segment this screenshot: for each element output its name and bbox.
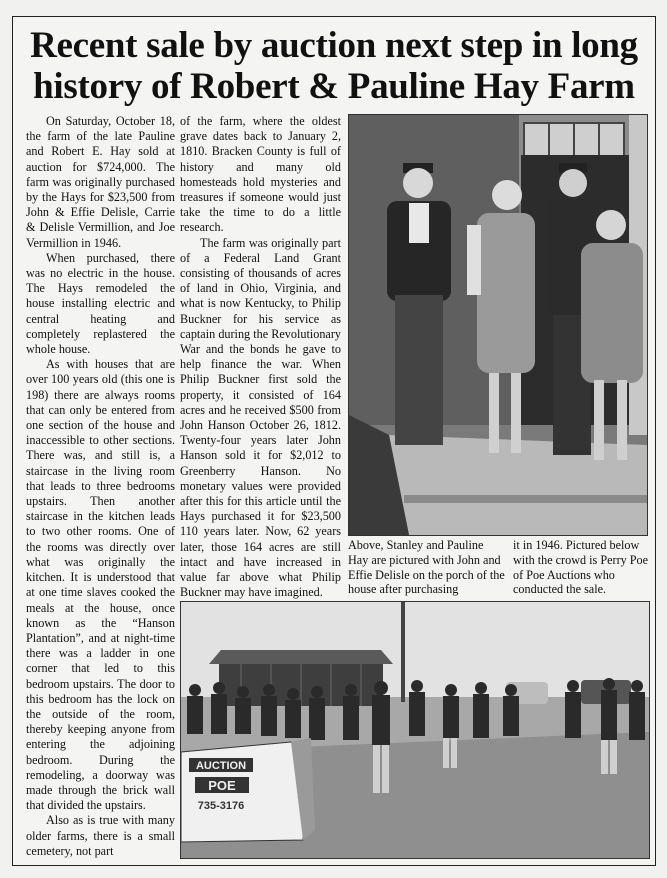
paragraph: The farm was originally part of a Federal Land Grant consisting of thousands of acres of land in Ohio, Virginia, and what is now Kentucky, to Philip Buckner for his service as captain during the Revolutionary War and the bonds he gave to help finance the war. When Philip Buckner first sold the property, it consisted of 164 acres and he received $500 from John Hanson October 26, 1812. Twenty-four years later John Hanson sold it for $2,012 to Greenberry Hanson. No monetary values were provided after this for this article until the Hays purchased it for $23,500 110 years later. Now, 62 years later, those 164 acres are still intact and have increased in value far above what Philip Buckner may have imagined.	[180, 235, 341, 600]
article-column-2	[180, 114, 341, 600]
photo-caption-right: it in 1946. Pictured below with the crowd is Perry Poe of Poe Auctions who conducted the sale.	[513, 538, 649, 597]
paragraph: When purchased, there was no electric in the house. The Hays remodeled the house installing electric and central heating and completely replastered the whole house.	[26, 250, 175, 357]
auction-sign-phone: 735-3176	[197, 800, 245, 812]
article-headline	[13, 25, 655, 107]
headline-line-1: Recent sale by auction next step in long	[30, 25, 638, 66]
paragraph: Also as is true with many older farms, there is a small cemetery, not part	[26, 813, 175, 858]
auction-sign-label: AUCTION	[195, 760, 247, 772]
article-column-1	[26, 114, 175, 859]
auction-sign-name: POE	[208, 778, 236, 793]
headline-line-2: history of Robert & Pauline Hay Farm	[33, 66, 635, 107]
paragraph: On Saturday, October 18, the farm of the late Pauline and Robert E. Hay sold at auction for $724,000. The farm was originally purchased by the Hays for $23,500 from John & Effie Delisle, Carrie & Delisle Vermillion, and Joe Vermillion in 1946.	[26, 114, 175, 250]
paragraph: of the farm, where the oldest grave dates back to January 2, 1810. Bracken County is full of history and many old homesteads hold mysteries and treasures if someone would just take the time to do a little research.	[180, 114, 341, 235]
auction-crowd-photo	[180, 601, 650, 859]
paragraph: As with houses that are over 100 years old (this one is 198) there are always rooms that can only be entered from one section of the house and inaccessible to other sections. There was, and still is, a staircase in the living room that leads to three bedrooms upstairs. Then another staircase in the kitchen leads to two other rooms. One of the rooms was directly over what was originally the kitchen. It is understood that at one time slaves cooked the meals at the house, once known as the “Hanson Plantation”, and at night-time there was a ladder in one corner that led to this bedroom upstairs. The door to this bedroom has the lock on the outside of the room, thereby keeping anyone from entering the adjoining bedroom. During the remodeling, a doorway was made through the brick wall that divided the upstairs.	[26, 357, 175, 813]
article-frame	[12, 16, 656, 866]
porch-photo	[348, 114, 648, 536]
photo-caption-left: Above, Stanley and Pauline Hay are pictured with John and Effie Delisle on the porch of the house after purchasing	[348, 538, 505, 597]
